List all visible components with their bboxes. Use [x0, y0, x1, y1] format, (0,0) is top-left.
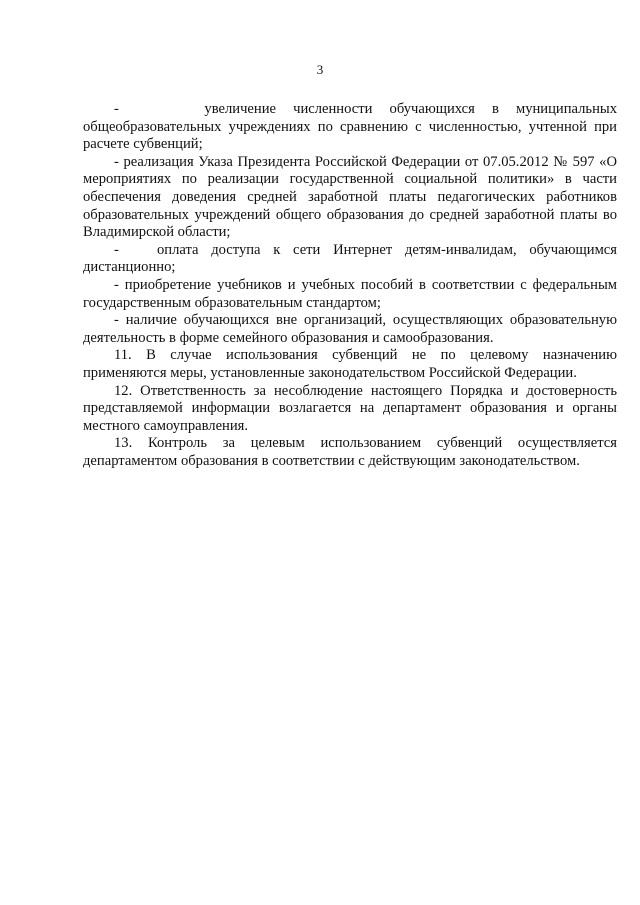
paragraph-student-increase: - увеличение численности обучающихся в муниципальных общеобразовательных учреждениях по сравнению с численностью, учтенной при расчете субвенций; — [83, 101, 617, 153]
paragraph-clause-12: 12. Ответственность за несоблюдение настоящего Порядка и достоверность представляемой информации возлагается на департамент образования и органы местного самоуправления. — [83, 382, 617, 434]
paragraph-presidential-decree: - реализация Указа Президента Российской Федерации от 07.05.2012 № 597 «О мероприятиях по реализации государственной социальной политики» в части обеспечения доведения средней заработной платы педагогических работников образовательных учреждений общего образования до средней заработной платы во Владимирской области; — [83, 153, 617, 241]
paragraph-internet-access: - оплата доступа к сети Интернет детям-инвалидам, обучающимся дистанционно; — [83, 241, 617, 276]
page-number: 3 — [316, 62, 324, 77]
paragraph-family-education: - наличие обучающихся вне организаций, осуществляющих образовательную деятельность в форме семейного образования и самообразования. — [83, 312, 617, 346]
document-body — [83, 101, 617, 470]
paragraph-clause-13: 13. Контроль за целевым использованием субвенций осуществляется департаментом образования в соответствии с действующим законодательством. — [83, 435, 617, 469]
paragraph-clause-11: 11. В случае использования субвенций не по целевому назначению применяются меры, установленные законодательством Российской Федерации. — [83, 347, 617, 381]
paragraph-textbooks: - приобретение учебников и учебных пособий в соответствии с федеральным государственным образовательным стандартом; — [83, 276, 617, 311]
